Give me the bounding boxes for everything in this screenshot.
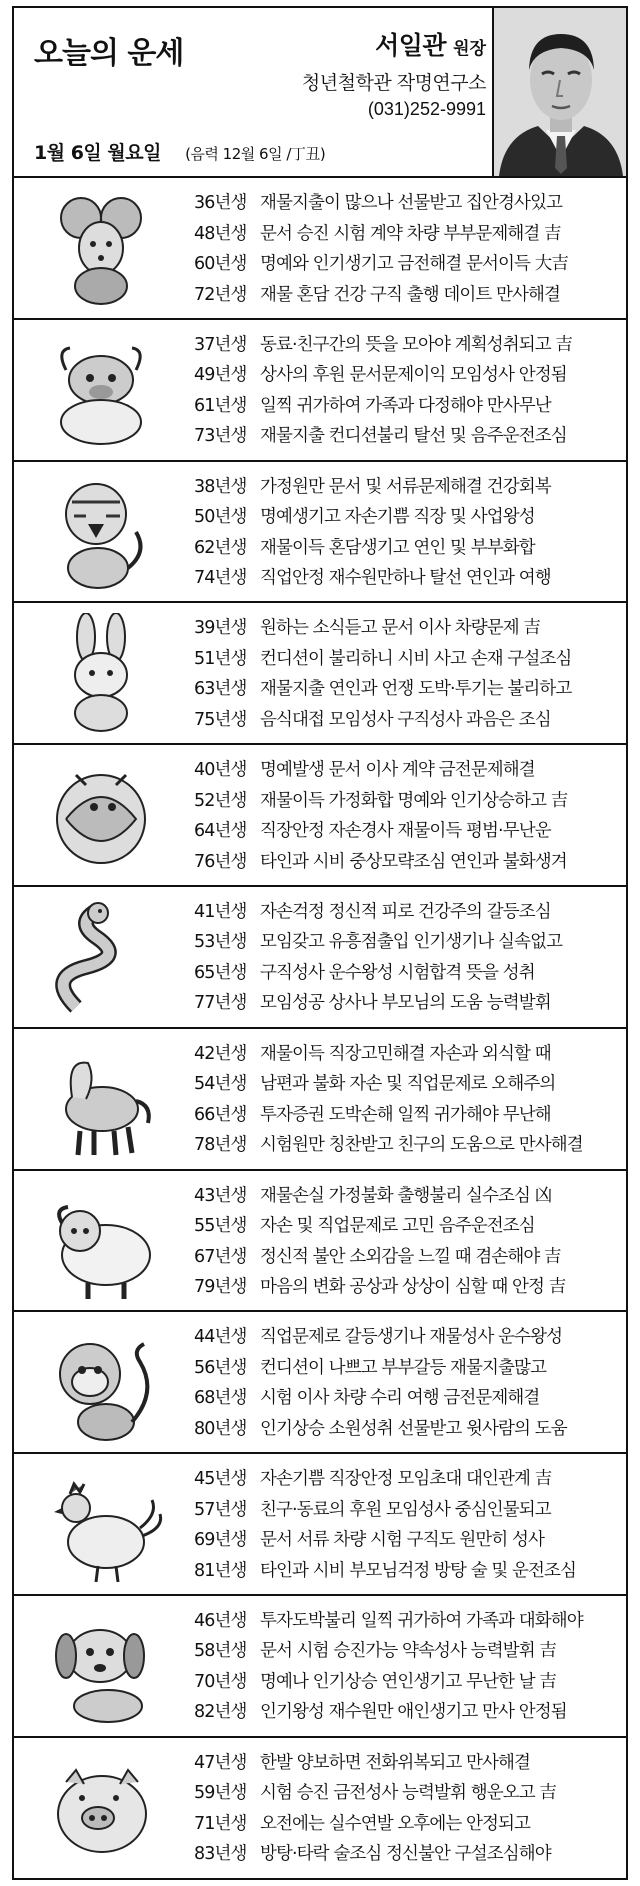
dragon-icon [36, 755, 166, 875]
fortune-line [194, 1353, 620, 1384]
birth-year: 60년생 [194, 254, 247, 274]
zodiac-row-tiger [14, 462, 626, 604]
birth-year: 50년생 [194, 507, 247, 528]
birth-year: 75년생 [194, 709, 247, 730]
fortune-line [194, 1809, 620, 1840]
fortune-line [194, 1272, 620, 1303]
fortune-text: 재물이득 가정화합 명예와 인기상승하고 吉 [260, 790, 568, 811]
fortune-text: 시험원만 칭찬받고 친구의 도움으로 만사해결 [260, 1135, 583, 1156]
birth-year: 40년생 [194, 760, 247, 781]
rooster-icon [36, 1464, 166, 1584]
fortune-lines [194, 330, 620, 452]
zodiac-row-sheep [14, 1171, 626, 1313]
column-header [14, 8, 626, 178]
fortune-line [194, 755, 620, 786]
fortune-text: 컨디션이 불리하니 시비 사고 손재 구설조심 [260, 648, 572, 669]
fortune-line [194, 1839, 620, 1870]
fortune-line [194, 1039, 620, 1070]
zodiac-row-rooster [14, 1454, 626, 1596]
birth-year: 67년생 [194, 1246, 247, 1267]
author-role: 원장 [453, 39, 486, 59]
fortune-text: 인기왕성 재수원만 애인생기고 만사 안정됨 [260, 1702, 567, 1723]
author-name: 서일관 [375, 31, 447, 60]
zodiac-row-rat [14, 178, 626, 320]
fortune-line [194, 472, 620, 503]
fortune-text: 동료·친구간의 뜻을 모아야 계획성취되고 吉 [260, 334, 572, 355]
birth-year: 44년생 [194, 1327, 247, 1348]
birth-year: 66년생 [194, 1104, 247, 1125]
author-portrait [492, 8, 626, 176]
fortune-text: 명예와 인기생기고 금전해결 문서이득 大吉 [260, 254, 568, 274]
zodiac-row-rabbit [14, 603, 626, 745]
fortune-line [194, 533, 620, 564]
lunar-date: (음력 12월 6일 /丁丑) [185, 145, 326, 163]
fortune-lines [194, 1606, 620, 1728]
fortune-line [194, 1495, 620, 1526]
fortune-line [194, 421, 620, 452]
fortune-lines [194, 188, 620, 310]
rat-icon [36, 188, 166, 308]
fortune-text: 재물손실 가정불화 출행불리 실수조심 凶 [260, 1185, 552, 1206]
fortune-line [194, 897, 620, 928]
fortune-line [194, 1525, 620, 1556]
fortune-line [194, 502, 620, 533]
fortune-text: 모임갖고 유흥점출입 인기생기나 실속없고 [260, 932, 563, 953]
fortune-text: 명예생기고 자손기쁨 직장 및 사업왕성 [260, 507, 535, 528]
fortune-line [194, 958, 620, 989]
fortune-line [194, 644, 620, 675]
birth-year: 74년생 [194, 568, 247, 589]
fortune-text: 재물이득 직장고민해결 자손과 외식할 때 [260, 1043, 551, 1064]
zodiac-row-monkey [14, 1312, 626, 1454]
birth-year: 62년생 [194, 537, 247, 558]
fortune-lines [194, 613, 620, 735]
birth-year: 52년생 [194, 790, 247, 811]
fortune-line [194, 1130, 620, 1161]
fortune-text: 직장안정 자손경사 재물이득 평범·무난운 [260, 821, 551, 842]
tiger-icon [36, 472, 166, 592]
fortune-text: 모임성공 상사나 부모님의 도움 능력발휘 [260, 993, 551, 1014]
birth-year: 57년생 [194, 1499, 247, 1520]
pig-icon [36, 1748, 166, 1868]
birth-year: 79년생 [194, 1277, 247, 1298]
birth-year: 51년생 [194, 648, 247, 669]
birth-year: 45년생 [194, 1469, 247, 1490]
snake-icon [36, 897, 166, 1017]
fortune-text: 명예나 인기상승 연인생기고 무난한 날 吉 [260, 1671, 556, 1692]
fortune-text: 재물 혼담 건강 구직 출행 데이트 만사해결 [260, 284, 561, 305]
birth-year: 55년생 [194, 1216, 247, 1237]
fortune-text: 직업안정 재수원만하나 탈선 연인과 여행 [260, 568, 551, 589]
zodiac-row-snake [14, 887, 626, 1029]
fortune-line [194, 1464, 620, 1495]
zodiac-row-pig [14, 1738, 626, 1881]
fortune-text: 자손걱정 정신적 피로 건강주의 갈등조심 [260, 901, 551, 922]
dog-icon [36, 1606, 166, 1726]
fortune-line [194, 188, 620, 219]
fortune-text: 구직성사 운수왕성 시험합격 뜻을 성취 [260, 962, 535, 983]
birth-year: 58년생 [194, 1641, 247, 1662]
birth-year: 47년생 [194, 1752, 247, 1773]
birth-year: 68년생 [194, 1388, 247, 1409]
fortune-line [194, 1636, 620, 1667]
fortune-text: 명예발생 문서 이사 계약 금전문제해결 [260, 760, 535, 781]
birth-year: 73년생 [194, 426, 247, 447]
fortune-text: 한발 양보하면 전화위복되고 만사해결 [260, 1752, 531, 1773]
monkey-icon [36, 1322, 166, 1442]
fortune-line [194, 1556, 620, 1587]
fortune-text: 시험 이사 차량 수리 여행 금전문제해결 [260, 1388, 540, 1409]
fortune-text: 일찍 귀가하여 가족과 다정해야 만사무난 [260, 395, 551, 416]
fortune-line [194, 1414, 620, 1445]
fortune-line [194, 1069, 620, 1100]
fortune-line [194, 1667, 620, 1698]
fortune-lines [194, 472, 620, 594]
fortune-line [194, 1100, 620, 1131]
ox-icon [36, 330, 166, 450]
zodiac-row-dog [14, 1596, 626, 1738]
fortune-line [194, 330, 620, 361]
fortune-text: 투자도박불리 일찍 귀가하여 가족과 대화해야 [260, 1610, 583, 1631]
birth-year: 38년생 [194, 476, 247, 497]
birth-year: 71년생 [194, 1813, 247, 1834]
fortune-line [194, 988, 620, 1019]
fortune-text: 음식대접 모임성사 구직성사 과음은 조심 [260, 709, 551, 730]
birth-year: 78년생 [194, 1135, 247, 1156]
zodiac-row-horse [14, 1029, 626, 1171]
birth-year: 42년생 [194, 1043, 247, 1064]
fortune-line [194, 1697, 620, 1728]
horse-icon [36, 1039, 166, 1159]
sheep-icon [36, 1181, 166, 1301]
birth-year: 59년생 [194, 1783, 247, 1804]
fortune-text: 직업문제로 갈등생기나 재물성사 운수왕성 [260, 1327, 563, 1348]
fortune-text: 투자증권 도박손해 일찍 귀가해야 무난해 [260, 1104, 551, 1125]
fortune-lines [194, 1464, 620, 1586]
solar-date: 1월 6일 월요일 [34, 142, 161, 164]
fortune-text: 재물지출 연인과 언쟁 도박·투기는 불리하고 [260, 679, 572, 700]
fortune-line [194, 280, 620, 311]
zodiac-row-ox [14, 320, 626, 462]
birth-year: 72년생 [194, 284, 247, 305]
fortune-lines [194, 755, 620, 877]
fortune-line [194, 249, 620, 280]
birth-year: 77년생 [194, 993, 247, 1014]
fortune-line [194, 847, 620, 878]
fortune-text: 인기상승 소원성취 선물받고 윗사람의 도움 [260, 1418, 567, 1439]
fortune-text: 남편과 불화 자손 및 직업문제로 오해주의 [260, 1074, 556, 1095]
author-phone: (031)252-9991 [367, 99, 486, 119]
birth-year: 41년생 [194, 901, 247, 922]
birth-year: 63년생 [194, 679, 247, 700]
fortune-text: 정신적 불안 소외감을 느낄 때 겸손해야 吉 [260, 1246, 561, 1267]
fortune-text: 문서 시험 승진가능 약속성사 능력발휘 吉 [260, 1641, 556, 1662]
rabbit-icon [36, 613, 166, 733]
fortune-text: 원하는 소식듣고 문서 이사 차량문제 吉 [260, 618, 540, 639]
fortune-lines [194, 1322, 620, 1444]
date-line [34, 138, 325, 165]
fortune-line [194, 563, 620, 594]
fortune-lines [194, 1748, 620, 1870]
birth-year: 56년생 [194, 1357, 247, 1378]
fortune-line [194, 1181, 620, 1212]
birth-year: 82년생 [194, 1702, 247, 1723]
fortune-text: 상사의 후원 문서문제이익 모임성사 안정됨 [260, 365, 567, 386]
fortune-text: 타인과 시비 중상모략조심 연인과 불화생겨 [260, 851, 567, 872]
birth-year: 43년생 [194, 1185, 247, 1206]
zodiac-row-dragon [14, 745, 626, 887]
author-institute: 청년철학관 작명연구소 [301, 72, 486, 94]
birth-year: 76년생 [194, 851, 247, 872]
fortune-line [194, 391, 620, 422]
fortune-line [194, 1322, 620, 1353]
column-title: 오늘의 운세 [34, 36, 184, 71]
fortune-line [194, 786, 620, 817]
birth-year: 65년생 [194, 962, 247, 983]
fortune-text: 마음의 변화 공상과 상상이 심할 때 안정 吉 [260, 1277, 566, 1298]
fortune-line [194, 927, 620, 958]
fortune-line [194, 705, 620, 736]
fortune-text: 친구·동료의 후원 모임성사 중심인물되고 [260, 1499, 551, 1520]
fortune-text: 재물지출 컨디션불리 탈선 및 음주운전조심 [260, 426, 567, 447]
birth-year: 81년생 [194, 1560, 247, 1581]
fortune-lines [194, 1181, 620, 1303]
birth-year: 46년생 [194, 1610, 247, 1631]
birth-year: 39년생 [194, 618, 247, 639]
fortune-text: 방탕·타락 술조심 정신불안 구설조심해야 [260, 1844, 551, 1865]
fortune-text: 타인과 시비 부모님걱정 방탕 술 및 운전조심 [260, 1560, 577, 1581]
birth-year: 69년생 [194, 1530, 247, 1551]
birth-year: 70년생 [194, 1671, 247, 1692]
fortune-line [194, 674, 620, 705]
birth-year: 80년생 [194, 1418, 247, 1439]
birth-year: 61년생 [194, 395, 247, 416]
zodiac-list [14, 178, 626, 1880]
fortune-text: 자손기쁨 직장안정 모임초대 대인관계 吉 [260, 1469, 552, 1490]
birth-year: 53년생 [194, 932, 247, 953]
fortune-line [194, 613, 620, 644]
birth-year: 36년생 [194, 193, 247, 213]
fortune-line [194, 1778, 620, 1809]
birth-year: 54년생 [194, 1074, 247, 1095]
birth-year: 48년생 [194, 223, 247, 244]
fortune-line [194, 219, 620, 250]
fortune-text: 문서 서류 차량 시험 구직도 원만히 성사 [260, 1530, 545, 1551]
birth-year: 83년생 [194, 1844, 247, 1865]
fortune-text: 컨디션이 나쁘고 부부갈등 재물지출많고 [260, 1357, 547, 1378]
fortune-line [194, 816, 620, 847]
fortune-line [194, 1748, 620, 1779]
fortune-lines [194, 1039, 620, 1161]
fortune-line [194, 1211, 620, 1242]
fortune-text: 문서 승진 시험 계약 차량 부부문제해결 吉 [260, 223, 561, 244]
fortune-text: 자손 및 직업문제로 고민 음주운전조심 [260, 1216, 535, 1237]
fortune-line [194, 1383, 620, 1414]
fortune-text: 가정원만 문서 및 서류문제해결 건강회복 [260, 476, 551, 497]
fortune-text: 재물이득 혼담생기고 연인 및 부부화합 [260, 537, 535, 558]
birth-year: 64년생 [194, 821, 247, 842]
birth-year: 49년생 [194, 365, 247, 386]
fortune-column [12, 6, 628, 1880]
fortune-lines [194, 897, 620, 1019]
author-box [302, 26, 486, 120]
fortune-text: 오전에는 실수연발 오후에는 안정되고 [260, 1813, 531, 1834]
fortune-text: 시험 승진 금전성사 능력발휘 행운오고 吉 [260, 1783, 556, 1804]
fortune-line [194, 1242, 620, 1273]
fortune-text: 재물지출이 많으나 선물받고 집안경사있고 [260, 193, 563, 213]
fortune-line [194, 1606, 620, 1637]
fortune-line [194, 360, 620, 391]
birth-year: 37년생 [194, 334, 247, 355]
